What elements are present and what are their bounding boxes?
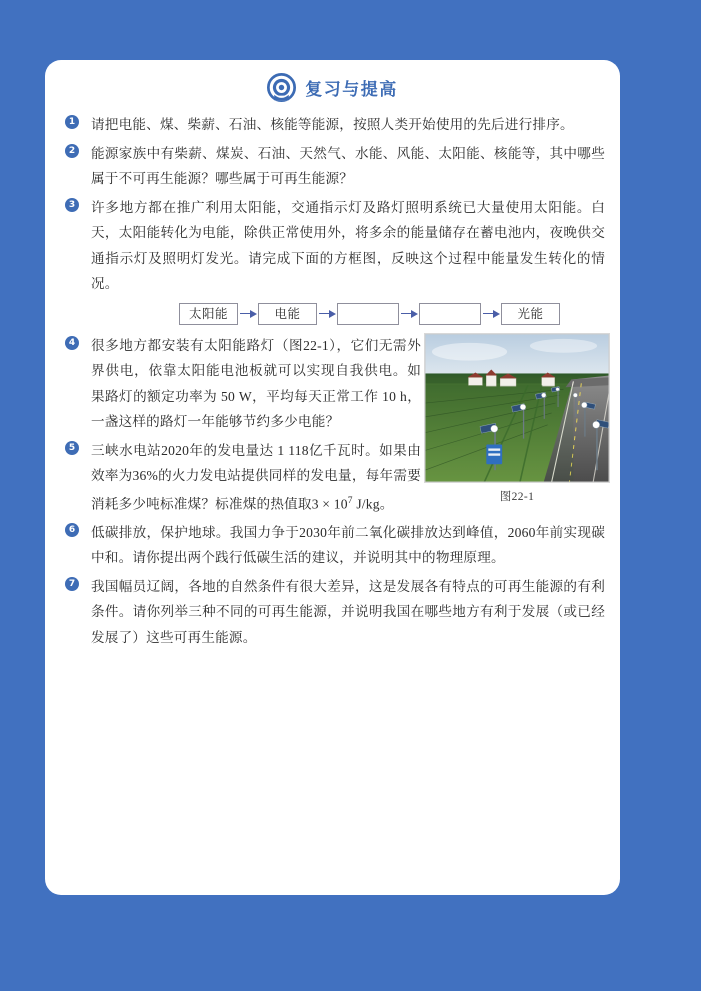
flow-arrow-icon	[481, 309, 501, 319]
question-text-main: 三峡水电站2020年的发电量达 1 118亿千瓦时。如果由效率为36%的火力发电站提供同样的发电量，每年需要消耗多少吨标准煤？标准煤的热值取	[91, 442, 421, 512]
question-number: 3	[65, 198, 79, 212]
flow-box-light: 光能	[501, 303, 560, 325]
flow-arrow-icon	[399, 309, 419, 319]
flow-box-solar: 太阳能	[179, 303, 238, 325]
question-text: 低碳排放，保护地球。我国力争于2030年前二氧化碳排放达到峰值，2060年前实现碳中和。请你提出两个践行低碳生活的建议，并说明其中的物理原理。	[91, 524, 605, 566]
question-number: 2	[65, 144, 79, 158]
energy-flow-diagram	[179, 303, 605, 325]
question-text: 我国幅员辽阔，各地的自然条件有很大差异，这是发展各有特点的可再生能源的有利条件。请你列举三种不同的可再生能源，并说明我国在哪些地方有利于发展（或已经发展了）这些可再生能源。	[91, 578, 605, 645]
question-number: 4	[65, 336, 79, 350]
question-text: 许多地方都在推广利用太阳能，交通指示灯及路灯照明系统已大量使用太阳能。白天，太阳能转化为电能，除供正常使用外，将多余的能量储存在蓄电池内，夜晚供交通指示灯及照明灯发光。请完成下面的方框图，反映这个过程中能量发生转化的情况。	[91, 199, 605, 291]
figure-caption: 图22-1	[499, 491, 535, 503]
question-number: 1	[65, 115, 79, 129]
question-item	[65, 141, 605, 192]
page-title: 复习与提高	[305, 80, 398, 100]
target-circle-icon	[267, 73, 296, 102]
question-item	[65, 195, 605, 325]
section-header	[45, 60, 620, 106]
flow-box-blank-1[interactable]	[337, 303, 399, 325]
solar-street-lights-photo	[424, 333, 610, 483]
flow-arrow-icon	[317, 309, 337, 319]
figure-block	[424, 333, 610, 504]
question-number: 5	[65, 441, 79, 455]
formula-exponent: 7	[347, 495, 353, 506]
flow-box-blank-2[interactable]	[419, 303, 481, 325]
formula-base: 3 × 10	[311, 496, 348, 512]
formula-unit: J/kg。	[352, 496, 394, 512]
question-text: 能源家族中有柴薪、煤炭、石油、天然气、水能、风能、太阳能、核能等，其中哪些属于不可再生能源？哪些属于可再生能源？	[91, 145, 605, 186]
question-text: 请把电能、煤、柴薪、石油、核能等能源，按照人类开始使用的先后进行排序。	[91, 117, 574, 132]
question-item	[65, 112, 605, 138]
question-number: 7	[65, 577, 79, 591]
question-number: 6	[65, 523, 79, 537]
question-text: 很多地方都安装有太阳能路灯（图22-1），它们无需外界供电，依靠太阳能电池板就可以实现自我供电。如果路灯的额定功率为 50 W，平均每天正常工作 10 h，一盏这样的路灯一年能够节约多少电能？	[91, 337, 421, 429]
question-item	[65, 574, 605, 651]
flow-box-electric: 电能	[258, 303, 317, 325]
question-text	[91, 438, 421, 517]
content-card	[45, 60, 620, 895]
flow-arrow-icon	[238, 309, 258, 319]
question-item	[65, 520, 605, 571]
